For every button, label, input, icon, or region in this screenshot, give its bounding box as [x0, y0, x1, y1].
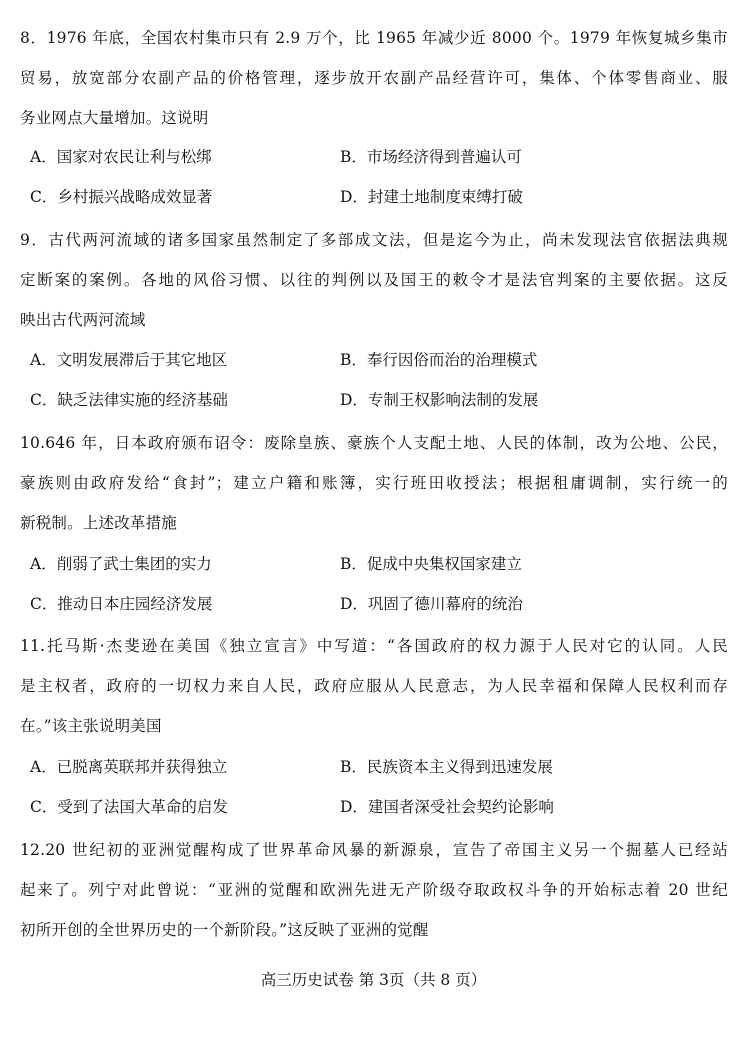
option-c: C．推动日本庄园经济发展 — [30, 595, 213, 613]
question-8-line-2: 贸易，放宽部分农副产品的价格管理，逐步放开农副产品经营许可，集体、个体零售商业、服 — [20, 69, 728, 87]
question-10-line-1: 10.646 年，日本政府颁布诏令：废除皇族、豪族个人支配土地、人民的体制，改为公地、公民， — [20, 434, 728, 452]
option-b: B．市场经济得到普遍认可 — [340, 148, 522, 166]
option-b: B．促成中央集权国家建立 — [340, 555, 522, 573]
question-12-line-3: 初所开创的全世界历史的一个新阶段。”这反映了亚洲的觉醒 — [20, 921, 429, 939]
question-12 — [20, 840, 728, 940]
question-8-options — [20, 147, 728, 207]
question-12-line-1: 12.20 世纪初的亚洲觉醒构成了世界革命风暴的新源泉，宣告了帝国主义另一个掘墓人已经站 — [20, 841, 728, 859]
option-d: D．建国者深受社会契约论影响 — [340, 798, 554, 816]
option-c: C．受到了法国大革命的启发 — [30, 798, 228, 816]
question-10 — [20, 433, 728, 533]
option-a: A．国家对农民让利与松绑 — [30, 148, 212, 166]
option-d: D．封建土地制度束缚打破 — [340, 188, 523, 206]
question-10-line-3: 新税制。上述改革措施 — [20, 514, 178, 532]
question-11-options — [20, 757, 728, 817]
question-10-line-2: 豪族则由政府发给“食封”；建立户籍和账簿，实行班田收授法；根据租庸调制，实行统一的 — [20, 474, 728, 492]
question-10-options — [20, 554, 728, 614]
question-11-line-2: 是主权者，政府的一切权力来自人民，政府应服从人民意志，为人民幸福和保障人民权利而存 — [20, 677, 728, 695]
option-a: A．已脱离英联邦并获得独立 — [30, 758, 228, 776]
option-a: A．文明发展滞后于其它地区 — [30, 351, 228, 369]
question-9-line-3: 映出古代两河流域 — [20, 311, 146, 329]
question-9 — [20, 230, 728, 330]
question-9-line-1: 9．古代两河流域的诸多国家虽然制定了多部成文法，但是迄今为止，尚未发现法官依据法典规 — [20, 231, 728, 249]
question-8-line-1: 8．1976 年底，全国农村集市只有 2.9 万个，比 1965 年减少近 8000 个。1979 年恢复城乡集市 — [20, 29, 728, 47]
page-footer: 高三历史试卷 第 3页（共 8 页） — [260, 971, 487, 989]
option-a: A．削弱了武士集团的实力 — [30, 555, 212, 573]
option-d: D．巩固了德川幕府的统治 — [340, 595, 523, 613]
question-11-line-3: 在。”该主张说明美国 — [20, 717, 162, 735]
question-11-line-1: 11.托马斯·杰斐逊在美国《独立宣言》中写道：“各国政府的权力源于人民对它的认同。人民 — [20, 637, 728, 655]
question-9-line-2: 定断案的案例。各地的风俗习惯、以往的判例以及国王的敕令才是法官判案的主要依据。这反 — [20, 271, 728, 289]
question-8 — [20, 28, 728, 128]
option-d: D．专制王权影响法制的发展 — [340, 391, 539, 409]
question-11 — [20, 636, 728, 736]
option-b: B．奉行因俗而治的治理模式 — [340, 351, 538, 369]
option-b: B．民族资本主义得到迅速发展 — [340, 758, 553, 776]
option-c: C．缺乏法律实施的经济基础 — [30, 391, 228, 409]
option-c: C．乡村振兴战略成效显著 — [30, 188, 213, 206]
question-8-line-3: 务业网点大量增加。这说明 — [20, 109, 209, 127]
question-9-options — [20, 350, 728, 410]
question-12-line-2: 起来了。列宁对此曾说：“亚洲的觉醒和欧洲先进无产阶级夺取政权斗争的开始标志着 20 世纪 — [20, 881, 728, 899]
